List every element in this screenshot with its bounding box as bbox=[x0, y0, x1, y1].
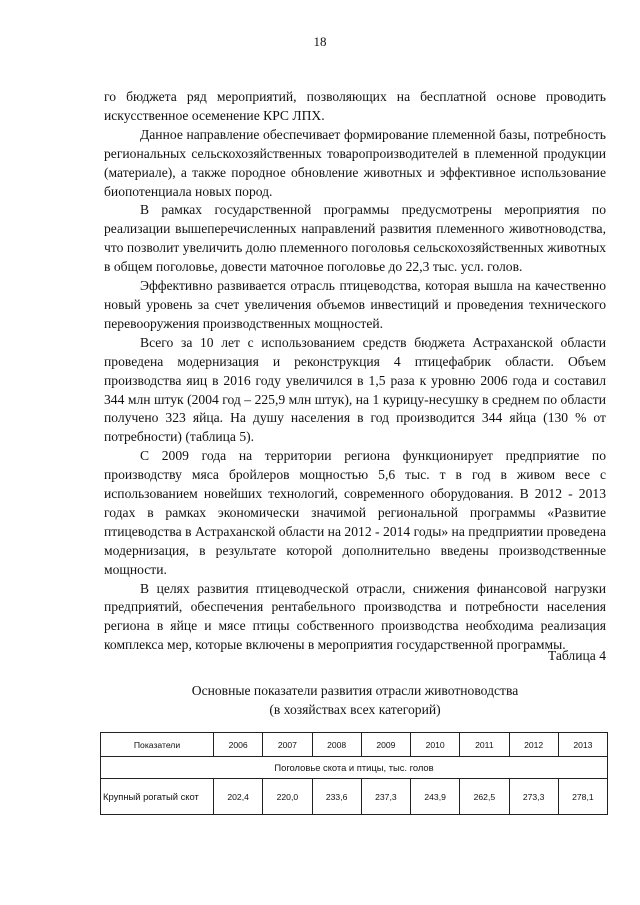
header-year-2006: 2006 bbox=[214, 733, 263, 757]
table-section-row bbox=[101, 757, 608, 779]
paragraph-3: В рамках государственной программы предусмотрены мероприятия по реализации вышеперечисленных направлений развития племенного животноводства, что позволит увеличить долю племенного поголовья сельскохозяйственных животных в общем поголовье, довести маточное поголовье до 22,3 тыс. усл. голов. bbox=[104, 202, 606, 275]
cell-2009: 237,3 bbox=[361, 779, 410, 815]
paragraph-5: Всего за 10 лет с использованием средств бюджета Астраханской области проведена модернизация и реконструкция 4 птицефабрик области. Объем производства яиц в 2016 году увеличился в 1,5 раза к уровню 2006 года и составил 344 млн штук (2004 год – 225,9 млн штук), на 1 курицу-несушку в среднем по области получено 323 яйца. На душу населения в год производится 344 яйца (130 % от потребности) (таблица 5). bbox=[104, 334, 606, 445]
cell-2007: 220,0 bbox=[263, 779, 312, 815]
cell-2010: 243,9 bbox=[411, 779, 460, 815]
table-title-line-2: (в хозяйствах всех категорий) bbox=[269, 702, 441, 717]
header-year-2009: 2009 bbox=[361, 733, 410, 757]
header-year-2013: 2013 bbox=[558, 733, 607, 757]
header-year-2007: 2007 bbox=[263, 733, 312, 757]
table-header-row bbox=[101, 733, 608, 757]
table-row bbox=[101, 779, 608, 815]
section-title: Поголовье скота и птицы, тыс. голов bbox=[101, 757, 608, 779]
paragraph-6: С 2009 года на территории региона функционирует предприятие по производству мяса бройлеров мощностью 5,6 тыс. т в год в живом весе с использованием новейших технологий, современного оборудования. В 2012 - 2013 годах в рамках экономически значимой региональной программы «Развитие птицеводства в Астраханской области на 2012 - 2014 годы» на предприятии проведена модернизация, в результате которой дополнительно введены производственные мощности. bbox=[104, 448, 606, 577]
table-title-line-1: Основные показатели развития отрасли животноводства bbox=[191, 683, 519, 698]
paragraph-2: Данное направление обеспечивает формирование племенной базы, потребность региональных сельскохозяйственных товаропроизводителей в племенной продукции (материале), а также породное обновление животных и эффективное использование биопотенциала новых пород. bbox=[104, 126, 606, 199]
cell-2012: 273,3 bbox=[509, 779, 558, 815]
header-year-2012: 2012 bbox=[509, 733, 558, 757]
paragraph-1: го бюджета ряд мероприятий, позволяющих на бесплатной основе проводить искусственное осеменение КРС ЛПХ. bbox=[104, 89, 606, 123]
page-number: 18 bbox=[313, 34, 327, 49]
paragraph-7: В целях развития птицеводческой отрасли, снижения финансовой нагрузки предприятий, обеспечения рентабельного производства и потребности населения региона в яйце и мясе птицы собственного производства необходима реализация комплекса мер, которые включены в мероприятия государственной программы. bbox=[104, 580, 606, 653]
table-label: Таблица 4 bbox=[547, 648, 606, 663]
livestock-indicators-table bbox=[100, 732, 608, 815]
cell-2011: 262,5 bbox=[460, 779, 509, 815]
header-year-2008: 2008 bbox=[312, 733, 361, 757]
table-title bbox=[104, 681, 606, 719]
cell-2008: 233,6 bbox=[312, 779, 361, 815]
paragraph-4: Эффективно развивается отрасль птицеводства, которая вышла на качественно новый уровень за счет увеличения объемов инвестиций и проведения технического перевооружения производственных мощностей. bbox=[104, 278, 606, 331]
cell-2006: 202,4 bbox=[214, 779, 263, 815]
header-year-2011: 2011 bbox=[460, 733, 509, 757]
body-text bbox=[104, 88, 606, 655]
header-year-2010: 2010 bbox=[411, 733, 460, 757]
header-indicator: Показатели bbox=[101, 733, 214, 757]
row-label-cattle: Крупный рогатый скот bbox=[101, 779, 214, 815]
cell-2013: 278,1 bbox=[558, 779, 607, 815]
